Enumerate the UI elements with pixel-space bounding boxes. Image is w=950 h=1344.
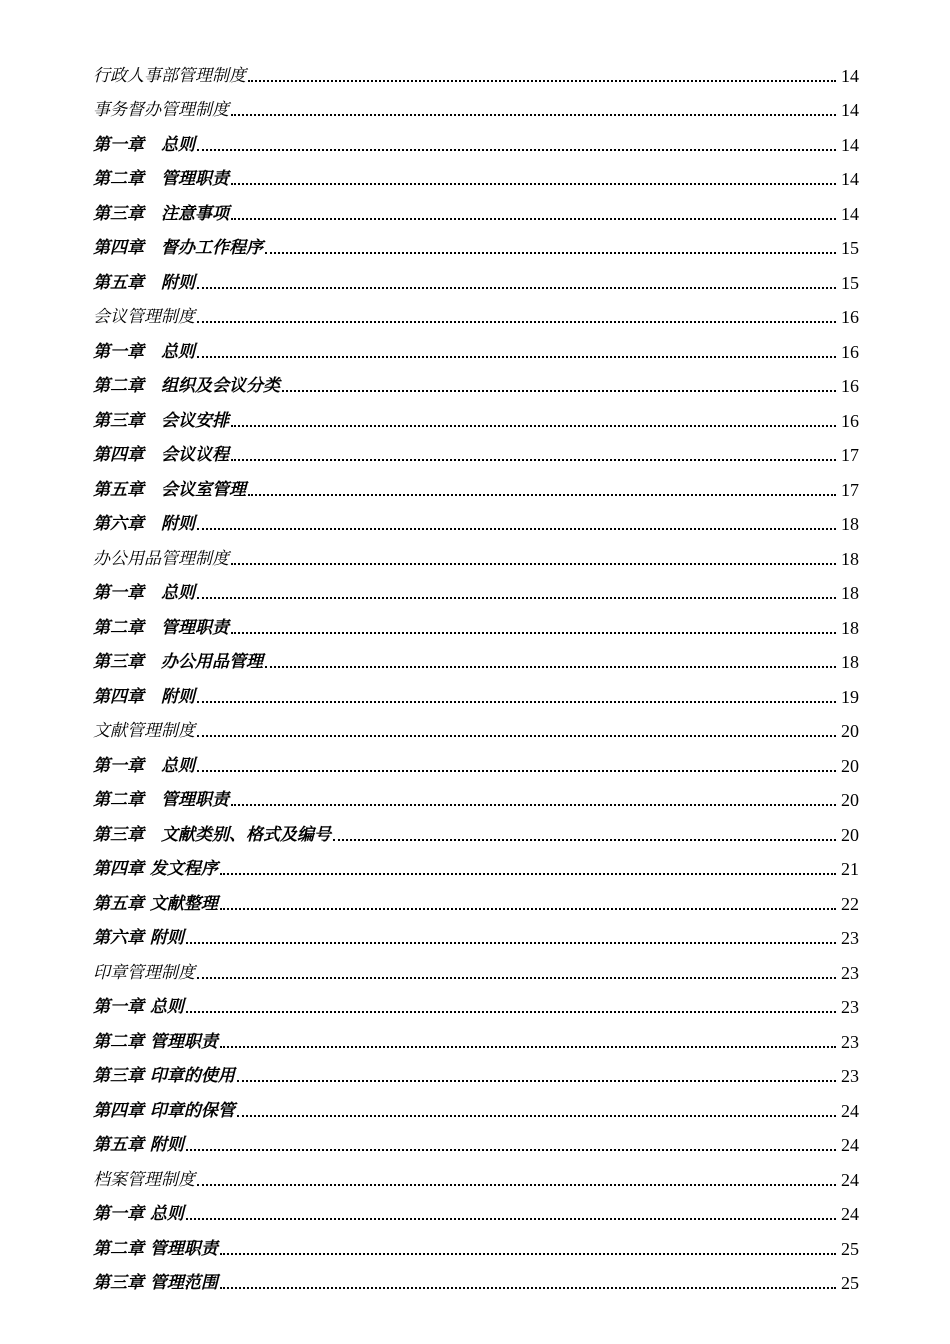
dot-leader bbox=[220, 873, 836, 875]
toc-entry[interactable] bbox=[93, 672, 859, 707]
toc-chapter-title: 第四章 发文程序 bbox=[93, 859, 218, 879]
dot-leader bbox=[197, 597, 836, 599]
toc-section-title: 档案管理制度 bbox=[93, 1169, 195, 1190]
toc-entry[interactable] bbox=[93, 1224, 859, 1259]
toc-section-title: 事务督办管理制度 bbox=[93, 100, 229, 120]
toc-page-number: 23 bbox=[841, 1066, 859, 1086]
toc-chapter-title: 第一章 总则 bbox=[93, 341, 195, 362]
toc-entry[interactable] bbox=[93, 1017, 859, 1052]
toc-page-number: 20 bbox=[841, 721, 859, 741]
toc-entry[interactable] bbox=[93, 500, 859, 535]
toc-page-number: 18 bbox=[841, 617, 859, 638]
dot-leader bbox=[265, 252, 836, 254]
toc-chapter-title: 第一章 总则 bbox=[93, 755, 195, 776]
toc-page-number: 17 bbox=[841, 445, 859, 465]
toc-chapter-title: 第六章 附则 bbox=[93, 928, 184, 948]
toc-entry[interactable] bbox=[93, 51, 859, 86]
toc-entry[interactable] bbox=[93, 741, 859, 776]
toc-page-number: 16 bbox=[841, 410, 859, 431]
toc-entry[interactable] bbox=[93, 1155, 859, 1190]
toc-chapter-title: 第一章 总则 bbox=[93, 1204, 184, 1224]
dot-leader bbox=[231, 459, 836, 461]
toc-chapter-title: 第三章 注意事项 bbox=[93, 203, 229, 224]
dot-leader bbox=[231, 632, 836, 634]
toc-page-number: 18 bbox=[841, 514, 859, 534]
toc-page-number: 16 bbox=[841, 376, 859, 396]
dot-leader bbox=[197, 770, 836, 772]
toc-page-number: 15 bbox=[841, 238, 859, 258]
toc-chapter-title: 第四章 会议议程 bbox=[93, 445, 229, 465]
toc-chapter-title: 第四章 印章的保管 bbox=[93, 1100, 235, 1121]
toc-entry[interactable] bbox=[93, 224, 859, 259]
toc-page-number: 22 bbox=[841, 893, 859, 914]
toc-chapter-title: 第四章 督办工作程序 bbox=[93, 238, 263, 258]
dot-leader bbox=[231, 563, 836, 565]
dot-leader bbox=[220, 1287, 836, 1289]
toc-chapter-title: 第三章 管理范围 bbox=[93, 1273, 218, 1293]
dot-leader bbox=[231, 114, 836, 116]
toc-entry[interactable] bbox=[93, 1121, 859, 1156]
dot-leader bbox=[197, 701, 836, 703]
toc-page-number: 23 bbox=[841, 997, 859, 1017]
dot-leader bbox=[220, 1046, 836, 1048]
dot-leader bbox=[248, 494, 836, 496]
toc-entry[interactable] bbox=[93, 983, 859, 1018]
dot-leader bbox=[197, 149, 836, 151]
dot-leader bbox=[197, 287, 836, 289]
dot-leader bbox=[197, 528, 836, 530]
dot-leader bbox=[265, 666, 836, 668]
toc-chapter-title: 第三章 印章的使用 bbox=[93, 1066, 235, 1086]
dot-leader bbox=[197, 977, 836, 979]
toc-entry[interactable] bbox=[93, 258, 859, 293]
toc-page-number: 14 bbox=[841, 100, 859, 120]
toc-entry[interactable] bbox=[93, 1052, 859, 1087]
toc-page-number: 24 bbox=[841, 1135, 859, 1155]
toc-entry[interactable] bbox=[93, 155, 859, 190]
toc-page-number: 14 bbox=[841, 203, 859, 224]
toc-chapter-title: 第五章 附则 bbox=[93, 1135, 184, 1155]
toc-chapter-title: 第二章 管理职责 bbox=[93, 169, 229, 189]
dot-leader bbox=[282, 390, 836, 392]
toc-chapter-title: 第一章 总则 bbox=[93, 583, 195, 603]
toc-chapter-title: 第二章 管理职责 bbox=[93, 790, 229, 810]
toc-entry[interactable] bbox=[93, 1086, 859, 1121]
toc-page-number: 15 bbox=[841, 272, 859, 293]
toc-entry[interactable] bbox=[93, 534, 859, 569]
toc-chapter-title: 第二章 管理职责 bbox=[93, 1238, 218, 1259]
toc-page-number: 23 bbox=[841, 962, 859, 983]
toc-entry[interactable] bbox=[93, 810, 859, 845]
toc-page-number: 24 bbox=[841, 1100, 859, 1121]
toc-entry[interactable] bbox=[93, 1259, 859, 1294]
toc-page-number: 14 bbox=[841, 169, 859, 189]
toc-entry[interactable] bbox=[93, 362, 859, 397]
toc-page-number: 20 bbox=[841, 790, 859, 810]
toc-chapter-title: 第三章 文献类别、格式及编号 bbox=[93, 824, 331, 845]
toc-entry[interactable] bbox=[93, 603, 859, 638]
dot-leader bbox=[231, 804, 836, 806]
toc-entry[interactable] bbox=[93, 776, 859, 811]
toc-page-number: 25 bbox=[841, 1238, 859, 1259]
toc-entry[interactable] bbox=[93, 293, 859, 328]
toc-entry[interactable] bbox=[93, 327, 859, 362]
toc-entry[interactable] bbox=[93, 431, 859, 466]
toc-page-number: 18 bbox=[841, 583, 859, 603]
toc-page-number: 16 bbox=[841, 341, 859, 362]
dot-leader bbox=[248, 80, 836, 82]
toc-section-title: 会议管理制度 bbox=[93, 307, 195, 327]
toc-chapter-title: 第二章 管理职责 bbox=[93, 1031, 218, 1052]
dot-leader bbox=[231, 218, 836, 220]
toc-section-title: 行政人事部管理制度 bbox=[93, 65, 246, 86]
toc-chapter-title: 第三章 会议安排 bbox=[93, 410, 229, 431]
toc-entry[interactable] bbox=[93, 86, 859, 121]
toc-page-number: 20 bbox=[841, 824, 859, 845]
toc-chapter-title: 第五章 附则 bbox=[93, 272, 195, 293]
dot-leader bbox=[186, 1218, 836, 1220]
toc-page-number: 25 bbox=[841, 1273, 859, 1293]
toc-chapter-title: 第一章 总则 bbox=[93, 134, 195, 155]
toc-page-number: 19 bbox=[841, 686, 859, 707]
toc-page-number: 20 bbox=[841, 755, 859, 776]
toc-page-number: 24 bbox=[841, 1169, 859, 1190]
toc-section-title: 印章管理制度 bbox=[93, 962, 195, 983]
toc-entry[interactable] bbox=[93, 707, 859, 742]
toc-entry[interactable] bbox=[93, 638, 859, 673]
toc-entry[interactable] bbox=[93, 189, 859, 224]
toc-chapter-title: 第二章 组织及会议分类 bbox=[93, 376, 280, 396]
table-of-contents bbox=[93, 51, 859, 1293]
dot-leader bbox=[220, 1253, 836, 1255]
dot-leader bbox=[220, 908, 836, 910]
toc-page-number: 24 bbox=[841, 1204, 859, 1224]
dot-leader bbox=[197, 1184, 836, 1186]
dot-leader bbox=[186, 1149, 836, 1151]
toc-entry[interactable] bbox=[93, 914, 859, 949]
toc-page-number: 23 bbox=[841, 928, 859, 948]
toc-page-number: 14 bbox=[841, 134, 859, 155]
toc-page-number: 14 bbox=[841, 65, 859, 86]
toc-entry[interactable] bbox=[93, 1190, 859, 1225]
toc-entry[interactable] bbox=[93, 120, 859, 155]
toc-page-number: 16 bbox=[841, 307, 859, 327]
toc-entry[interactable] bbox=[93, 845, 859, 880]
dot-leader bbox=[186, 942, 836, 944]
toc-section-title: 办公用品管理制度 bbox=[93, 548, 229, 569]
toc-page-number: 17 bbox=[841, 479, 859, 500]
toc-chapter-title: 第二章 管理职责 bbox=[93, 617, 229, 638]
toc-chapter-title: 第六章 附则 bbox=[93, 514, 195, 534]
toc-entry[interactable] bbox=[93, 465, 859, 500]
dot-leader bbox=[197, 735, 836, 737]
dot-leader bbox=[197, 356, 836, 358]
dot-leader bbox=[237, 1115, 836, 1117]
toc-page-number: 18 bbox=[841, 548, 859, 569]
dot-leader bbox=[197, 321, 836, 323]
toc-chapter-title: 第五章 会议室管理 bbox=[93, 479, 246, 500]
toc-entry[interactable] bbox=[93, 396, 859, 431]
dot-leader bbox=[333, 839, 836, 841]
toc-chapter-title: 第三章 办公用品管理 bbox=[93, 652, 263, 672]
toc-page-number: 23 bbox=[841, 1031, 859, 1052]
toc-entry[interactable] bbox=[93, 879, 859, 914]
dot-leader bbox=[231, 183, 836, 185]
toc-chapter-title: 第一章 总则 bbox=[93, 997, 184, 1017]
toc-page-number: 21 bbox=[841, 859, 859, 879]
toc-chapter-title: 第四章 附则 bbox=[93, 686, 195, 707]
dot-leader bbox=[237, 1080, 836, 1082]
toc-section-title: 文献管理制度 bbox=[93, 721, 195, 741]
toc-page-number: 18 bbox=[841, 652, 859, 672]
toc-chapter-title: 第五章 文献整理 bbox=[93, 893, 218, 914]
dot-leader bbox=[186, 1011, 836, 1013]
dot-leader bbox=[231, 425, 836, 427]
toc-entry[interactable] bbox=[93, 569, 859, 604]
toc-entry[interactable] bbox=[93, 948, 859, 983]
